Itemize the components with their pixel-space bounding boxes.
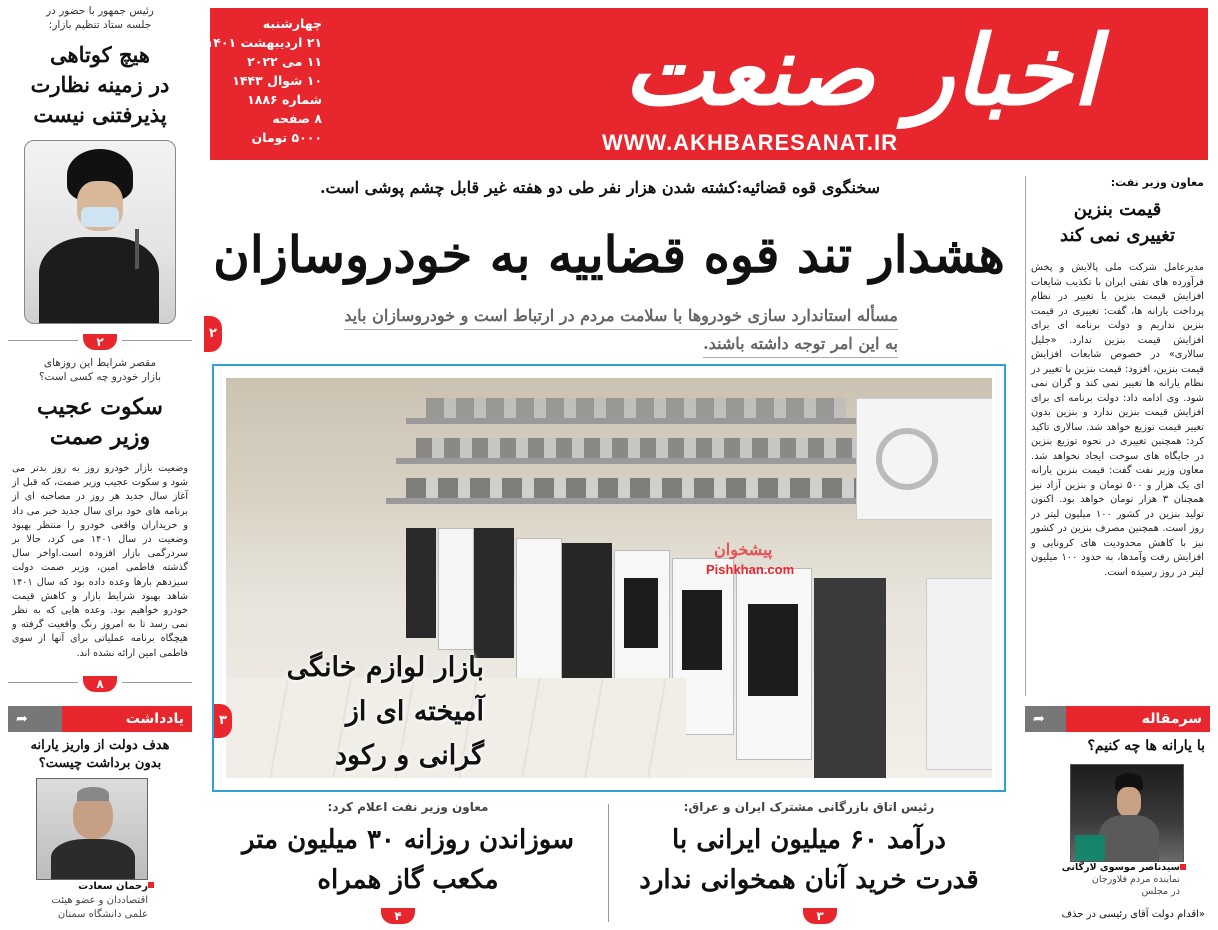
page-badge[interactable]: ۳ xyxy=(214,704,232,738)
date-jalali: ۲۱ اردیبهشت ۱۴۰۱ xyxy=(205,35,322,50)
story-kicker: رئیس اتاق بازرگانی مشترک ایران و عراق: xyxy=(683,800,935,814)
photo-caption: بازار لوازم خانگی آمیخته ای از گرانی و رکود xyxy=(286,652,484,771)
watermark: Pishkhan.com xyxy=(706,562,795,577)
issue-number: شماره ۱۸۸۶ xyxy=(247,92,322,107)
page-badge[interactable]: ۴ xyxy=(381,908,415,924)
website-url[interactable]: WWW.AKHBARESANAT.IR xyxy=(601,130,898,155)
divider xyxy=(122,340,192,341)
bullet xyxy=(148,882,154,888)
president-photo xyxy=(24,140,176,324)
story-kicker: مقصر شرایط این روزهای بازار خودرو چه کسی است؟ xyxy=(38,357,162,383)
story-headline: هیچ کوتاهی در زمینه نظارت پذیرفتنی نیست xyxy=(30,42,170,127)
editorial-body-start: «اقدام دولت آقای رئیسی در حذف xyxy=(1061,909,1205,920)
masthead xyxy=(205,8,1208,160)
main-headline[interactable]: هشدار تند قوه قضاییه به خودروسازان xyxy=(213,225,1005,284)
bullet xyxy=(1180,864,1186,870)
story-headline: سکوت عجیب وزیر صمت xyxy=(37,394,163,450)
author-photo xyxy=(36,778,148,880)
editorial-headline[interactable]: با یارانه ها چه کنیم؟ xyxy=(1087,738,1205,754)
page-count: ۸ صفحه xyxy=(272,111,322,126)
arrow-icon: ➦ xyxy=(1033,711,1045,727)
opinion-headline[interactable]: هدف دولت از واریز یارانه بدون برداشت چیست؟ xyxy=(30,738,170,771)
weekday: چهارشنبه xyxy=(262,16,322,31)
arrow-icon: ➦ xyxy=(16,711,28,727)
left-mid-story[interactable] xyxy=(8,356,192,668)
story-body: وضعیت بازار خودرو روز به روز بدتر می شود و سکوت عجیب وزیر صمت، که قبل از آغاز سال جدید هر روز در مصاحبه ای از برنامه های خود برای سال جدید خبر می داد و خریداران واقعی خودرو را منتظر بهبود وضعیت در سال ۱۴۰۱ می کرد، حالا بر سردرگمی بازار افزوده است.اواخر سال گذشته فاطمی امین، وزیر صمت دولت سیزدهم بارها وعده داده بود که سال ۱۴۰۱ شاهد بهبود شرایط بازار و کاهش قیمت خودرو خواهیم بود. وعده هایی که به نظر نمی رسد تا به امروز رنگ واقعیت گرفته و هیچگاه برنامه عملیاتی برای آنها از سوی فاطمی امین ارائه نشده اند. xyxy=(12,463,188,659)
section-bar xyxy=(1025,706,1210,732)
story-headline: درآمد ۶۰ میلیون ایرانی با قدرت خرید آنان همخوانی ندارد xyxy=(639,825,979,895)
bottom-left-story[interactable] xyxy=(212,800,604,900)
story-kicker: رئیس جمهور با حضور در جلسه ستاد تنظیم بازار: xyxy=(46,5,154,31)
page-badge[interactable]: ۲ xyxy=(204,316,222,352)
column-rule xyxy=(608,804,609,922)
divider xyxy=(8,340,78,341)
bottom-right-story[interactable] xyxy=(612,800,1006,900)
watermark-logo: پیشخوان xyxy=(714,540,773,559)
section-bar xyxy=(8,706,192,732)
author-credit: رحمان سعادت اقتصاددان و عضو هیئت علمی دانشگاه سمنان xyxy=(51,881,148,920)
divider xyxy=(122,682,192,683)
issue-info xyxy=(205,14,322,147)
page-badge[interactable]: ۲ xyxy=(83,334,117,350)
story-headline: قیمت بنزین تغییری نمی کند xyxy=(1060,199,1175,246)
left-top-story[interactable] xyxy=(8,4,192,324)
divider xyxy=(8,682,78,683)
story-body: مدیرعامل شرکت ملی پالایش و پخش فرآورده های نفتی ایران با تکذیب شایعات افزایش قیمت بنزین با تغییر در نظام پرداخت یارانه ها، گفت: تغییری در قیمت بنزین نداریم و دولت برنامه ای برای افزایش قیمت بنزین ندارد. «جلیل سالاری» در خصوص شایعات افزایش قیمت بنزین، افزود: قیمت بنزین با تغییر در نظام یارانه ها تغییر نمی کند و گران نمی شود. وی ادامه داد: دولت برنامه ای برای افزایش قیمت بنزین ندارد و بنزین بدون تغییر قیمت توزیع خواهد شد. سالاری تاکید کرد: همچنین تغییری در نحوه توزیع بنزین در جایگاه های سوخت ایجاد نخواهد شد. معاون وزیر نفت گفت: قیمت بنزین یارانه ای یک هزار و ۵۰۰ تومان و بنزین آزاد نیز همچنان ۳ هزار تومان خواهد بود. اکنون تولید بنزین در کشور ۱۰۰ میلیون لیتر در روز است. همچنین مصرف بنزین در کشور نیز با کاهش محدودیت های کرونایی و افزایش رفت وآمدها، به حدود ۱۰۰ میلیون لیتر در روز رسیده است. xyxy=(1031,262,1205,578)
price: ۵۰۰۰ تومان xyxy=(251,130,322,145)
column-rule xyxy=(1025,176,1026,696)
story-kicker: معاون وزیر نفت: xyxy=(1110,176,1204,189)
newspaper-logo: اخبار صنعت xyxy=(623,14,1099,127)
editorial-author-credit: سیدناصر موسوی لارگانی نماینده مردم فلاورجان در مجلس xyxy=(1061,862,1180,897)
page-badge[interactable]: ۳ xyxy=(803,908,837,924)
right-top-story[interactable] xyxy=(1025,176,1210,689)
editorial-author-photo xyxy=(1070,764,1184,862)
main-photo-frame[interactable] xyxy=(212,364,1006,792)
section-label: سرمقاله xyxy=(1066,706,1210,732)
story-kicker: معاون وزیر نفت اعلام کرد: xyxy=(327,800,489,814)
page-badge[interactable]: ۸ xyxy=(83,676,117,692)
main-subhead: مسأله استاندارد سازی خودروها با سلامت مردم در ارتباط است و خودروسازان باید به این امر توجه داشته باشند. xyxy=(300,302,898,358)
date-gregorian: ۱۱ می ۲۰۲۲ xyxy=(247,54,322,69)
main-kicker: سخنگوی قوه قضائیه:کشته شدن هزار نفر طی دو هفته غیر قابل چشم پوشی است. xyxy=(319,178,881,197)
section-label: یادداشت xyxy=(62,706,192,732)
date-hijri: ۱۰ شوال ۱۴۴۳ xyxy=(232,73,322,88)
story-headline: سوزاندن روزانه ۳۰ میلیون متر مکعب گاز همراه xyxy=(241,825,575,895)
